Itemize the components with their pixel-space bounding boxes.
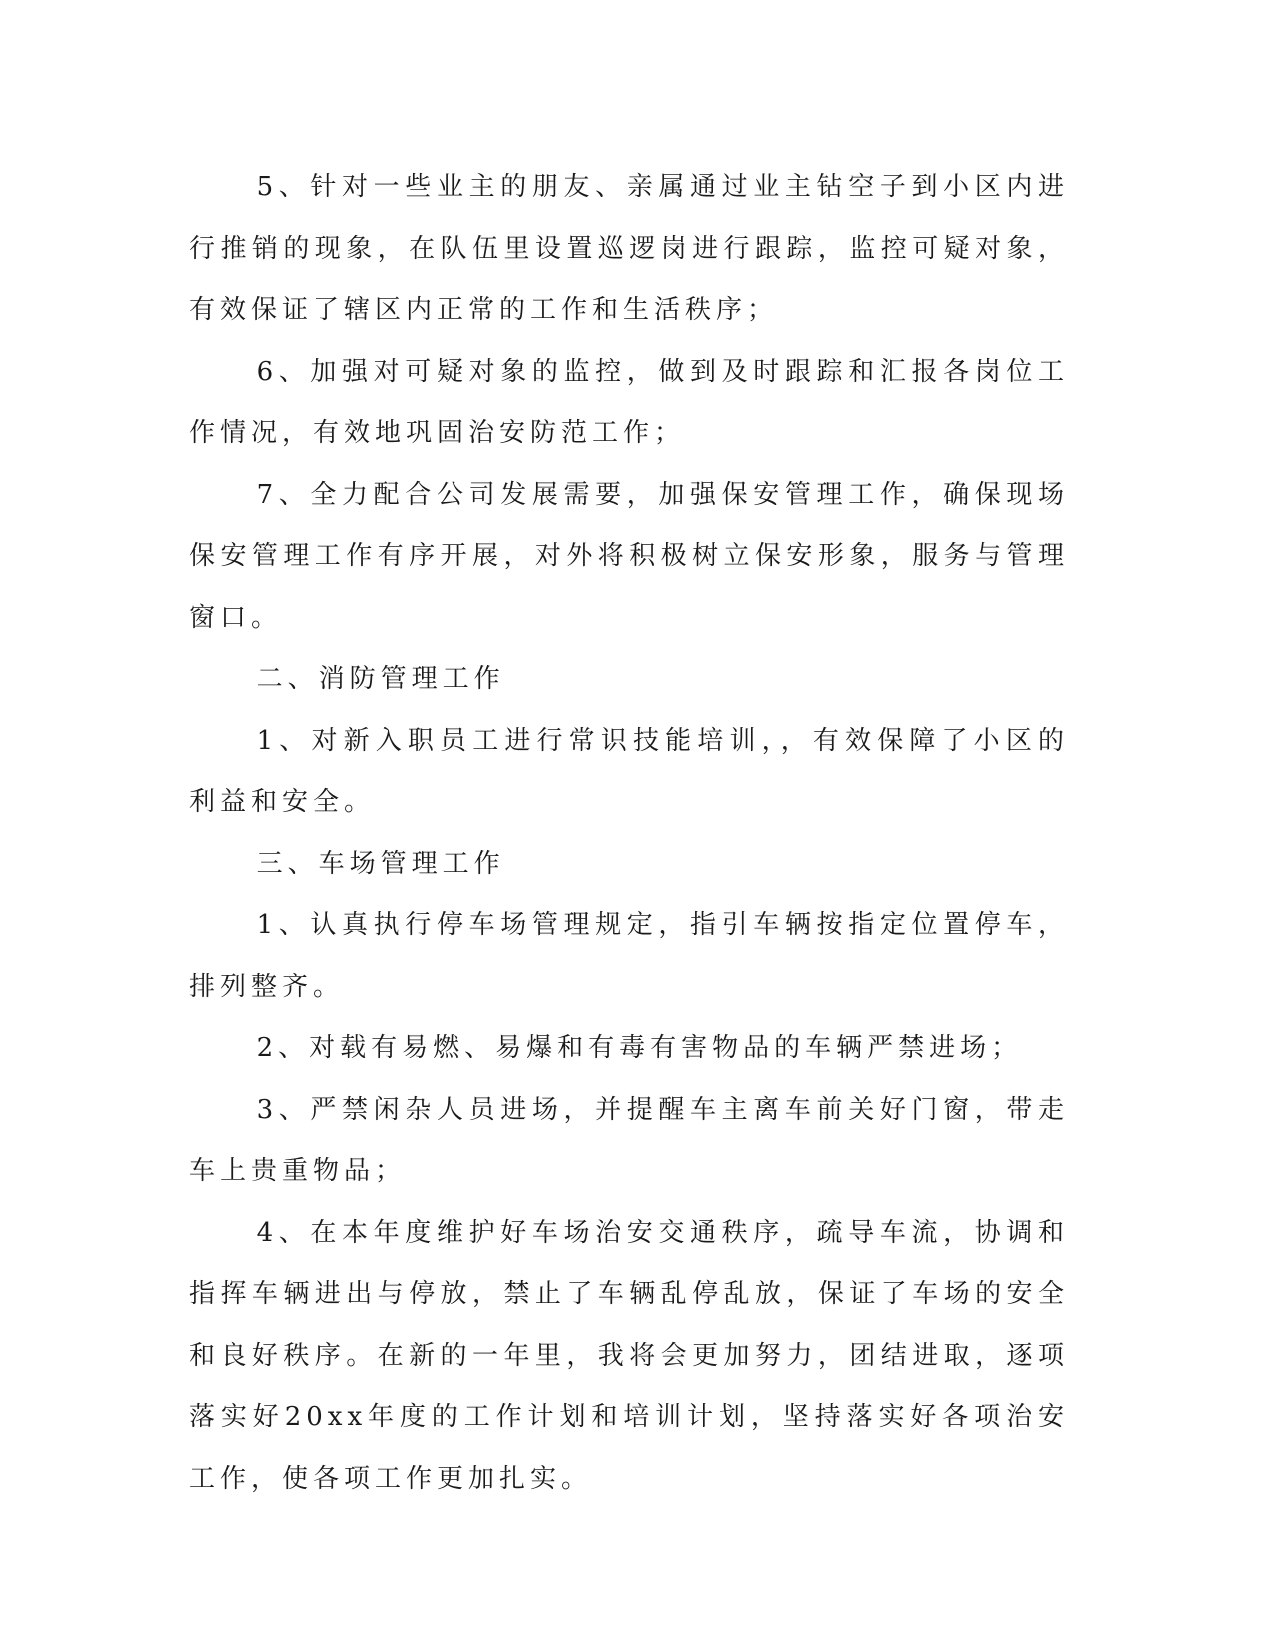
document-body — [189, 157, 1069, 1510]
paragraph-item-7-security-management: 7、全力配合公司发展需要，加强保安管理工作，确保现场保安管理工作有序开展，对外将积极树立保安形象，服务与管理窗口。 — [189, 479, 1069, 633]
paragraph-parking-3: 3、严禁闲杂人员进场，并提醒车主离车前关好门窗，带走车上贵重物品； — [189, 1094, 1069, 1186]
paragraph-item-6-monitoring: 6、加强对可疑对象的监控，做到及时跟踪和汇报各岗位工作情况，有效地巩固治安防范工作； — [189, 356, 1069, 448]
paragraph-parking-2: 2、对载有易燃、易爆和有毒有害物品的车辆严禁进场； — [256, 1033, 1023, 1063]
paragraph-parking-1: 1、认真执行停车场管理规定，指引车辆按指定位置停车，排列整齐。 — [189, 910, 1069, 1002]
section-heading-fire-management: 二、消防管理工作 — [256, 664, 505, 694]
paragraph-fire-training: 1、对新入职员工进行常识技能培训，，有效保障了小区的利益和安全。 — [189, 725, 1069, 817]
section-heading-parking-management: 三、车场管理工作 — [256, 848, 505, 879]
paragraph-parking-4: 4、在本年度维护好车场治安交通秩序，疏导车流，协调和指挥车辆进出与停放，禁止了车辆乱停乱放，保证了车场的安全和良好秩序。在新的一年里，我将会更加努力，团结进取，逐项落实好20xx年度的工作计划和培训计划，坚持落实好各项治安工作，使各项工作更加扎实。 — [189, 1217, 1069, 1494]
paragraph-item-5-patrol: 5、针对一些业主的朋友、亲属通过业主钻空子到小区内进行推销的现象，在队伍里设置巡逻岗进行跟踪，监控可疑对象，有效保证了辖区内正常的工作和生活秩序； — [189, 172, 1069, 325]
